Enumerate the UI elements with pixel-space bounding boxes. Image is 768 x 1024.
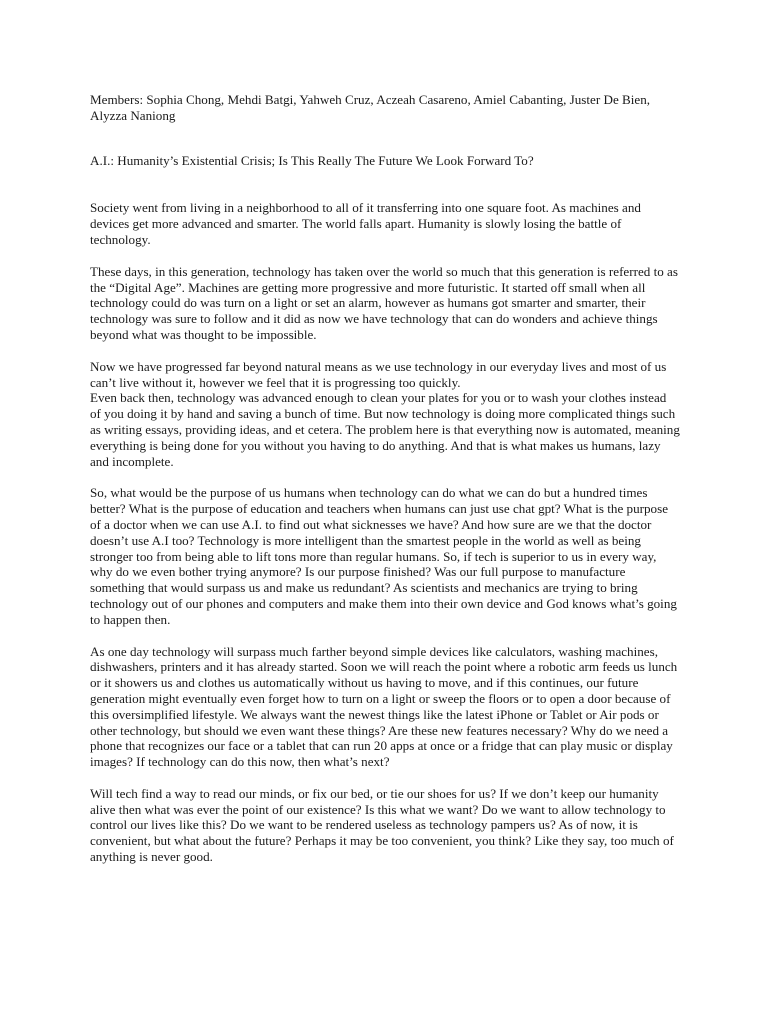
- members-line: Members: Sophia Chong, Mehdi Batgi, Yahweh Cruz, Aczeah Casareno, Amiel Cabanting, Juster De Bien, Alyzza Naniong: [90, 92, 651, 123]
- paragraph-6: As one day technology will surpass much farther beyond simple devices like calculators, washing machines, dishwashers, printers and it has already started. Soon we will reach the point where a robotic arm feeds us lunch or it showers us and clothes us automatically without us having to move, and if this continues, our future generation might eventually even forget how to turn on a light or sweep the floors or to open a door because of this oversimplified lifestyle. We always want the newest things like the latest iPhone or Tablet or Air pods or other technology, but should we even want these things? Are these new features necessary? Why do we need a phone that recognizes our face or a tablet that can run 20 apps at once or a fridge that can play music or display images? If technology can do this now, then what’s next?: [90, 643, 678, 770]
- document-page: [90, 92, 680, 865]
- paragraph-1: Society went from living in a neighborhood to all of it transferring into one square foot. As machines and devices get more advanced and smarter. The world falls apart. Humanity is slowly losing the battle of technology.: [90, 200, 641, 247]
- paragraph-7: Will tech find a way to read our minds, or fix our bed, or tie our shoes for us? If we don’t keep our humanity alive then what was ever the point of our existence? Is this what we want? Do we want to allow technology to control our lives like this? Do we want to be rendered useless as technology pampers us? As of now, it is convenient, but what about the future? Perhaps it may be too convenient, you think? Like they say, too much of anything is never good.: [90, 785, 674, 865]
- paragraph-2: These days, in this generation, technology has taken over the world so much that this generation is referred to as the “Digital Age”. Machines are getting more progressive and more futuristic. It started off small when all technology could do was turn on a light or set an alarm, however as humans got smarter and smarter, their technology was sure to follow and it did as now we have technology that can do wonders and achieve things beyond what was thought to be impossible.: [90, 263, 678, 342]
- essay-title: A.I.: Humanity’s Existential Crisis; Is This Really The Future We Look Forward To?: [90, 152, 534, 168]
- paragraph-5: So, what would be the purpose of us humans when technology can do what we can do but a hundred times better? What is the purpose of education and teachers when humans can just use chat gpt? What is the purpose of a doctor when we can use A.I. to find out what sicknesses we have? And how sure are we that the doctor doesn’t use A.I too? Technology is more intelligent than the smartest people in the world as well as being stronger too from being able to lift tons more than regular humans. So, if tech is superior to us in every way, why do we even bother trying anymore? Is our purpose finished? Was our full purpose to manufacture something that would surpass us and make us redundant? As scientists and mechanics are trying to bring technology out of our phones and computers and make them into their own device and God knows what’s going to happen then.: [90, 485, 677, 627]
- paragraph-3: Now we have progressed far beyond natural means as we use technology in our everyday lives and most of us can’t live without it, however we feel that it is progressing too quickly.: [90, 358, 667, 390]
- paragraph-4: Even back then, technology was advanced enough to clean your plates for you or to wash your clothes instead of you doing it by hand and saving a bunch of time. But now technology is doing more complicated things such as writing essays, providing ideas, and et cetera. The problem here is that everything now is automated, meaning everything is being done for you without you having to do anything. And that is what makes us humans, lazy and incomplete.: [90, 390, 680, 469]
